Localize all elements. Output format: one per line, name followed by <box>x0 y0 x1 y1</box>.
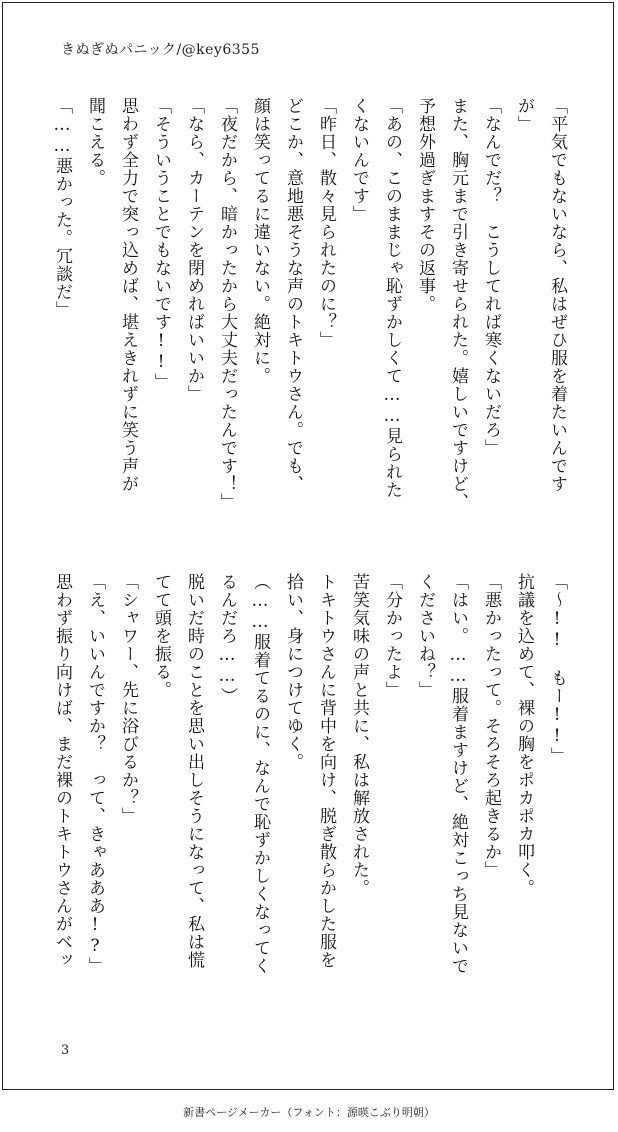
upper-line-3: 「なんでだ？ こうしてれば寒くないだろ」 <box>481 97 501 457</box>
upper-line-10: 顔は笑ってるに違いない。絶対に。 <box>250 97 270 385</box>
upper-line-2: が」 <box>514 97 534 133</box>
lower-line-15: 「え、いいんですか？ って、きゃあああ!?」 <box>85 573 105 975</box>
upper-line-7: くないんです」 <box>349 97 369 223</box>
upper-line-8: 「昨日、散々見られたのに？」 <box>316 97 336 349</box>
lower-line-9: 拾い、身につけてゆく。 <box>283 573 303 771</box>
lower-line-1: 「～!! もー!!」 <box>547 573 567 765</box>
upper-line-5: 予想外過ぎますその返事。 <box>415 97 435 313</box>
upper-line-14: 思わず全力で突っ込めば、堪えきれずに笑う声が <box>118 97 138 493</box>
lower-line-4: 「はい。……服着ますけど、絶対こっち見ないで <box>448 573 468 975</box>
upper-line-15: 聞こえる。 <box>85 97 105 187</box>
lower-text-block <box>45 573 573 1003</box>
upper-line-1: 「平気でもないなら、私はぜひ服を着たいんです <box>547 97 567 493</box>
upper-line-9: どこか、意地悪そうな声のトキトウさん。でも、 <box>283 97 303 493</box>
header-title: きぬぎぬパニック/@key6355 <box>61 42 260 58</box>
footer-note: 新書ページメーカー（フォント：源暎こぶり明朝） <box>183 1106 435 1119</box>
upper-line-12: 「なら、カーテンを閉めればいいか」 <box>184 97 204 403</box>
upper-line-16: 「……悪かった。冗談だ」 <box>52 97 72 319</box>
lower-line-3: 「悪かったって。そろそろ起きるか」 <box>481 573 501 879</box>
lower-line-12: 脱いだ時のことを思い出しそうになって、私は慌 <box>184 573 204 969</box>
upper-line-4: また、胸元まで引き寄せられた。嬉しいですけど、 <box>448 97 468 511</box>
upper-text-block <box>45 97 573 527</box>
upper-line-6: 「あの、このままじゃ恥ずかしくて……見られた <box>382 97 402 499</box>
page-frame <box>2 2 614 1090</box>
lower-line-8: トキトウさんに背中を向け、脱ぎ散らかした服を <box>316 573 336 969</box>
lower-line-13: てて頭を振る。 <box>151 573 171 699</box>
lower-line-16: 思わず振り向けば、まだ裸のトキトウさんがベッ <box>52 573 72 969</box>
lower-line-11: るんだろ……） <box>217 573 237 705</box>
page-number: 3 <box>61 1043 70 1058</box>
lower-line-5: くださいね？」 <box>415 573 435 699</box>
upper-line-11: 「夜だから、暗かったから大丈夫だったんです！」 <box>217 97 237 511</box>
upper-line-13: 「そういうことでもないです!!」 <box>151 97 171 391</box>
lower-line-6: 「分かったよ」 <box>382 573 402 699</box>
lower-line-10: （……服着てるのに、なんで恥ずかしくなってく <box>250 573 270 975</box>
lower-line-2: 抗議を込めて、裸の胸をポカポカ叩く。 <box>514 573 534 897</box>
lower-line-7: 苦笑気味の声と共に、私は解放された。 <box>349 573 369 897</box>
lower-line-14: 「シャワー、先に浴びるか？」 <box>118 573 138 825</box>
